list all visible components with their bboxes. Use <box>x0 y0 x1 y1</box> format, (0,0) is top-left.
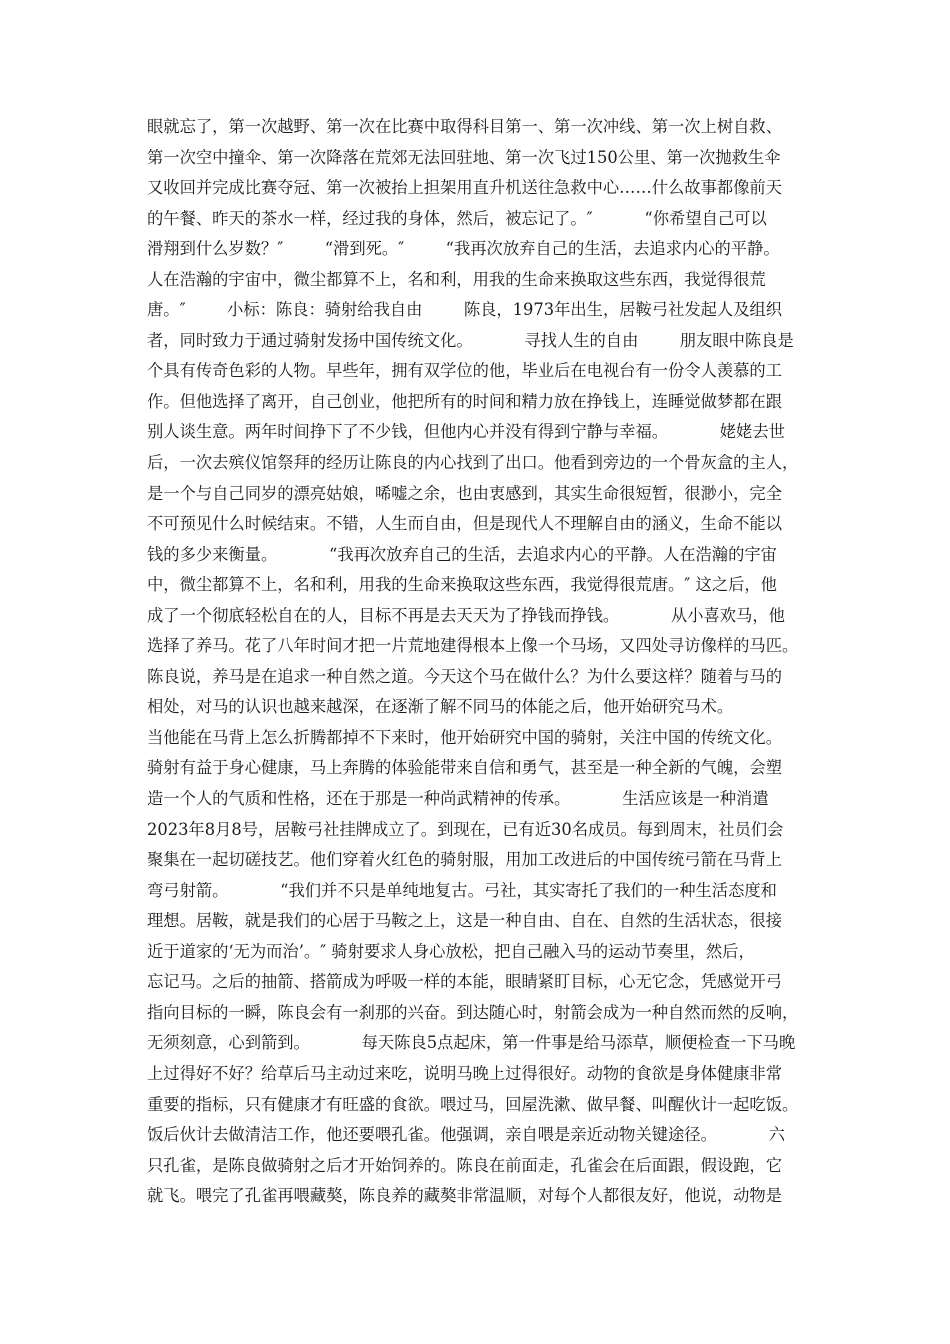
text-line: 选择了养马。花了八年时间才把一片荒地建得根本上像一个马场，又四处寻访像样的马匹。 <box>147 636 799 656</box>
text-line: 指向目标的一瞬，陈良会有一刹那的兴奋。到达随心时，射箭会成为一种自然而然的反响， <box>147 1002 799 1022</box>
text-line: 2023年8月8号，居鞍弓社挂牌成立了。到现在，已有近30名成员。每到周末，社员们会 <box>147 819 784 839</box>
article-body <box>147 112 807 1212</box>
text-line: 就飞。喂完了孔雀再喂藏獒，陈良养的藏獒非常温顺，对每个人都很友好，他说，动物是 <box>147 1186 782 1206</box>
text-line: 钱的多少来衡量。 “我再次放弃自己的生活，去追求内心的平静。人在浩瀚的宇宙 <box>147 544 777 564</box>
text-line: 当他能在马背上怎么折腾都掉不下来时，他开始研究中国的骑射，关注中国的传统文化。 <box>147 727 782 747</box>
text-line: 人在浩瀚的宇宙中，微尘都算不上，名和利，用我的生命来换取这些东西，我觉得很荒 <box>147 269 766 289</box>
text-line: 中，微尘都算不上，名和利，用我的生命来换取这些东西，我觉得很荒唐。″ 这之后，他 <box>147 575 777 595</box>
text-line: 重要的指标，只有健康才有旺盛的食欲。喂过马，回屋洗漱、做早餐、叫醒伙计一起吃饭。 <box>147 1094 799 1114</box>
text-line: 滑翔到什么岁数？″ “滑到死。″ “我再次放弃自己的生活，去追求内心的平静。 <box>147 239 780 259</box>
text-line: 饭后伙计去做清洁工作，他还要喂孔雀。他强调，亲自喂是亲近动物关键途径。 六 <box>147 1125 785 1145</box>
text-line: 后，一次去殡仪馆祭拜的经历让陈良的内心找到了出口。他看到旁边的一个骨灰盒的主人， <box>147 453 799 473</box>
text-line: 骑射有益于身心健康，马上奔腾的体验能带来自信和勇气，甚至是一种全新的气魄，会塑 <box>147 758 782 778</box>
text-line: 作。但他选择了离开，自己创业，他把所有的时间和精力放在挣钱上，连睡觉做梦都在跟 <box>147 391 782 411</box>
text-line: 造一个人的气质和性格，还在于那是一种尚武精神的传承。 生活应该是一种消遣 <box>147 789 769 809</box>
text-line: 别人谈生意。两年时间挣下了不少钱，但他内心并没有得到宁静与幸福。 姥姥去世 <box>147 422 785 442</box>
text-line: 又收回并完成比赛夺冠、第一次被抬上担架用直升机送往急救中心……什么故事都像前天 <box>147 178 782 198</box>
text-line: 理想。居鞍，就是我们的心居于马鞍之上，这是一种自由、自在、自然的生活状态，很接 <box>147 911 782 931</box>
text-line: 是一个与自己同岁的漂亮姑娘，唏嘘之余，也由衷感到，其实生命很短暂，很渺小，完全 <box>147 483 782 503</box>
text-line: 不可预见什么时候结束。不错，人生而自由，但是现代人不理解自由的涵义，生命不能以 <box>147 514 782 534</box>
text-line: 忘记马。之后的抽箭、搭箭成为呼吸一样的本能，眼睛紧盯目标，心无它念，凭感觉开弓 <box>147 972 782 992</box>
text-line: 弯弓射箭。 “我们并不只是单纯地复古。弓社，其实寄托了我们的一种生活态度和 <box>147 880 777 900</box>
text-line: 第一次空中撞伞、第一次降落在荒郊无法回驻地、第一次飞过150公里、第一次抛救生伞 <box>147 147 781 167</box>
text-line: 上过得好不好？给草后马主动过来吃，说明马晚上过得很好。动物的食欲是身体健康非常 <box>147 1063 782 1083</box>
text-line: 者，同时致力于通过骑射发扬中国传统文化。 寻找人生的自由 朋友眼中陈良是 <box>147 330 794 350</box>
text-line: 唐。″ 小标：陈良：骑射给我自由 陈良，1973年出生，居鞍弓社发起人及组织 <box>147 300 783 320</box>
text-line: 近于道家的‘无为而治’。″ 骑射要求人身心放松，把自己融入马的运动节奏里，然后， <box>147 941 755 961</box>
text-line: 的午餐、昨天的茶水一样，经过我的身体，然后，被忘记了。″ “你希望自己可以 <box>147 208 767 228</box>
text-line: 眼就忘了，第一次越野、第一次在比赛中取得科目第一、第一次冲线、第一次上树自救、 <box>147 117 782 136</box>
text-line: 陈良说，养马是在追求一种自然之道。今天这个马在做什么？为什么要这样？随着与马的 <box>147 666 782 686</box>
text-line: 无须刻意，心到箭到。 每天陈良5点起床，第一件事是给马添草，顺便检查一下马晚 <box>147 1033 796 1053</box>
text-line: 成了一个彻底轻松自在的人，目标不再是去天天为了挣钱而挣钱。 从小喜欢马，他 <box>147 605 785 625</box>
text-line: 相处，对马的认识也越来越深，在逐渐了解不同马的体能之后，他开始研究马术。 <box>147 697 734 717</box>
text-line: 个具有传奇色彩的人物。早些年，拥有双学位的他，毕业后在电视台有一份令人羡慕的工 <box>147 361 782 381</box>
text-line: 聚集在一起切磋技艺。他们穿着火红色的骑射服，用加工改进后的中国传统弓箭在马背上 <box>147 850 782 870</box>
text-line: 只孔雀，是陈良做骑射之后才开始饲养的。陈良在前面走，孔雀会在后面跟，假设跑，它 <box>147 1155 782 1175</box>
